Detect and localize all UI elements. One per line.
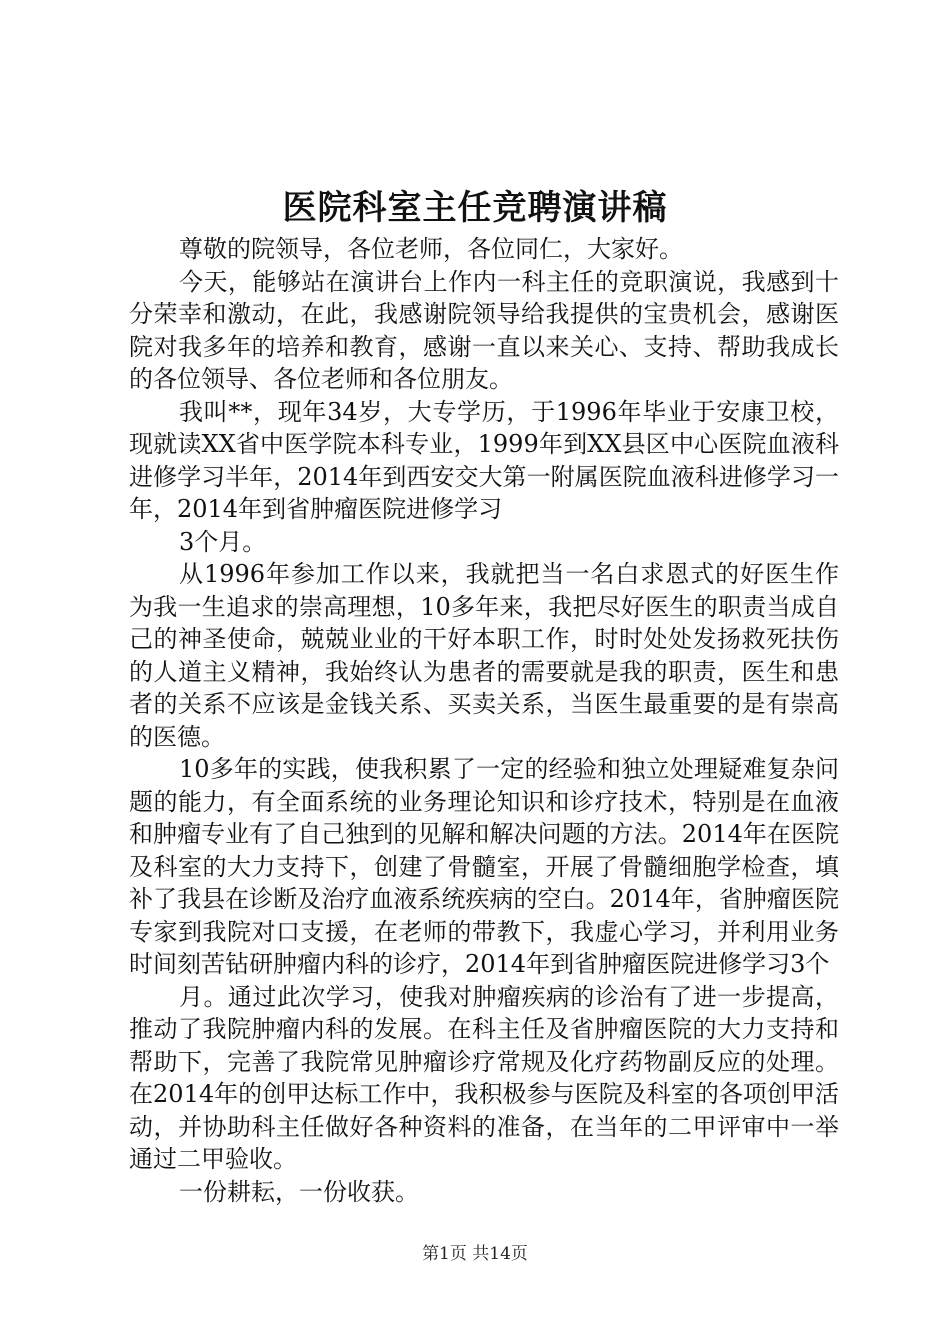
paragraph-thanks: 今天，能够站在演讲台上作内一科主任的竞职演说，我感到十分荣幸和激动，在此，我感谢院领导给我提供的宝贵机会，感谢医院对我多年的培养和教育，感谢一直以来关心、支持、帮助我成长的各位领导、各位老师和各位朋友。 xyxy=(129,267,839,393)
document-title: 医院科室主任竞聘演讲稿 xyxy=(282,188,668,228)
paragraph-closing: 一份耕耘，一份收获。 xyxy=(179,1177,419,1206)
page-number: 第1页 共14页 xyxy=(422,1244,528,1264)
paragraph-duration: 3个月。 xyxy=(179,527,267,556)
paragraph-experience: 10多年的实践，使我积累了一定的经验和独立处理疑难复杂问题的能力，有全面系统的业务理论知识和诊疗技术，特别是在血液和肿瘤专业有了自己独到的见解和解决问题的方法。2014年在医院及科室的大力支持下，创建了骨髓室，开展了骨髓细胞学检查，填补了我县在诊断及治疗血液系统疾病的空白。2014年，省肿瘤医院专家到我院对口支援，在老师的带教下，我虚心学习，并利用业务时间刻苦钻研肿瘤内科的诊疗，2014年到省肿瘤医院进修学习3个 xyxy=(129,755,839,978)
document-body xyxy=(129,233,839,1208)
paragraph-introduction: 我叫**，现年34岁，大专学历，于1996年毕业于安康卫校，现就读XX省中医学院本科专业，1999年到XX县区中心医院血液科进修学习半年，2014年到西安交大第一附属医院血液科进修学习一年，2014年到省肿瘤医院进修学习 xyxy=(129,397,839,523)
paragraph-achievements: 月。通过此次学习，使我对肿瘤疾病的诊治有了进一步提高，推动了我院肿瘤内科的发展。在科主任及省肿瘤医院的大力支持和帮助下，完善了我院常见肿瘤诊疗常规及化疗药物副反应的处理。在2014年的创甲达标工作中，我积极参与医院及科室的各项创甲活动，并协助科主任做好各种资料的准备，在当年的二甲评审中一举通过二甲验收。 xyxy=(129,982,839,1173)
paragraph-ideals: 从1996年参加工作以来，我就把当一名白求恩式的好医生作为我一生追求的崇高理想，10多年来，我把尽好医生的职责当成自己的神圣使命，兢兢业业的干好本职工作，时时处处发扬救死扶伤的人道主义精神，我始终认为患者的需要就是我的职责，医生和患者的关系不应该是金钱关系、买卖关系，当医生最重要的是有崇高的医德。 xyxy=(129,560,839,751)
paragraph-greeting: 尊敬的院领导，各位老师，各位同仁，大家好。 xyxy=(179,235,683,263)
